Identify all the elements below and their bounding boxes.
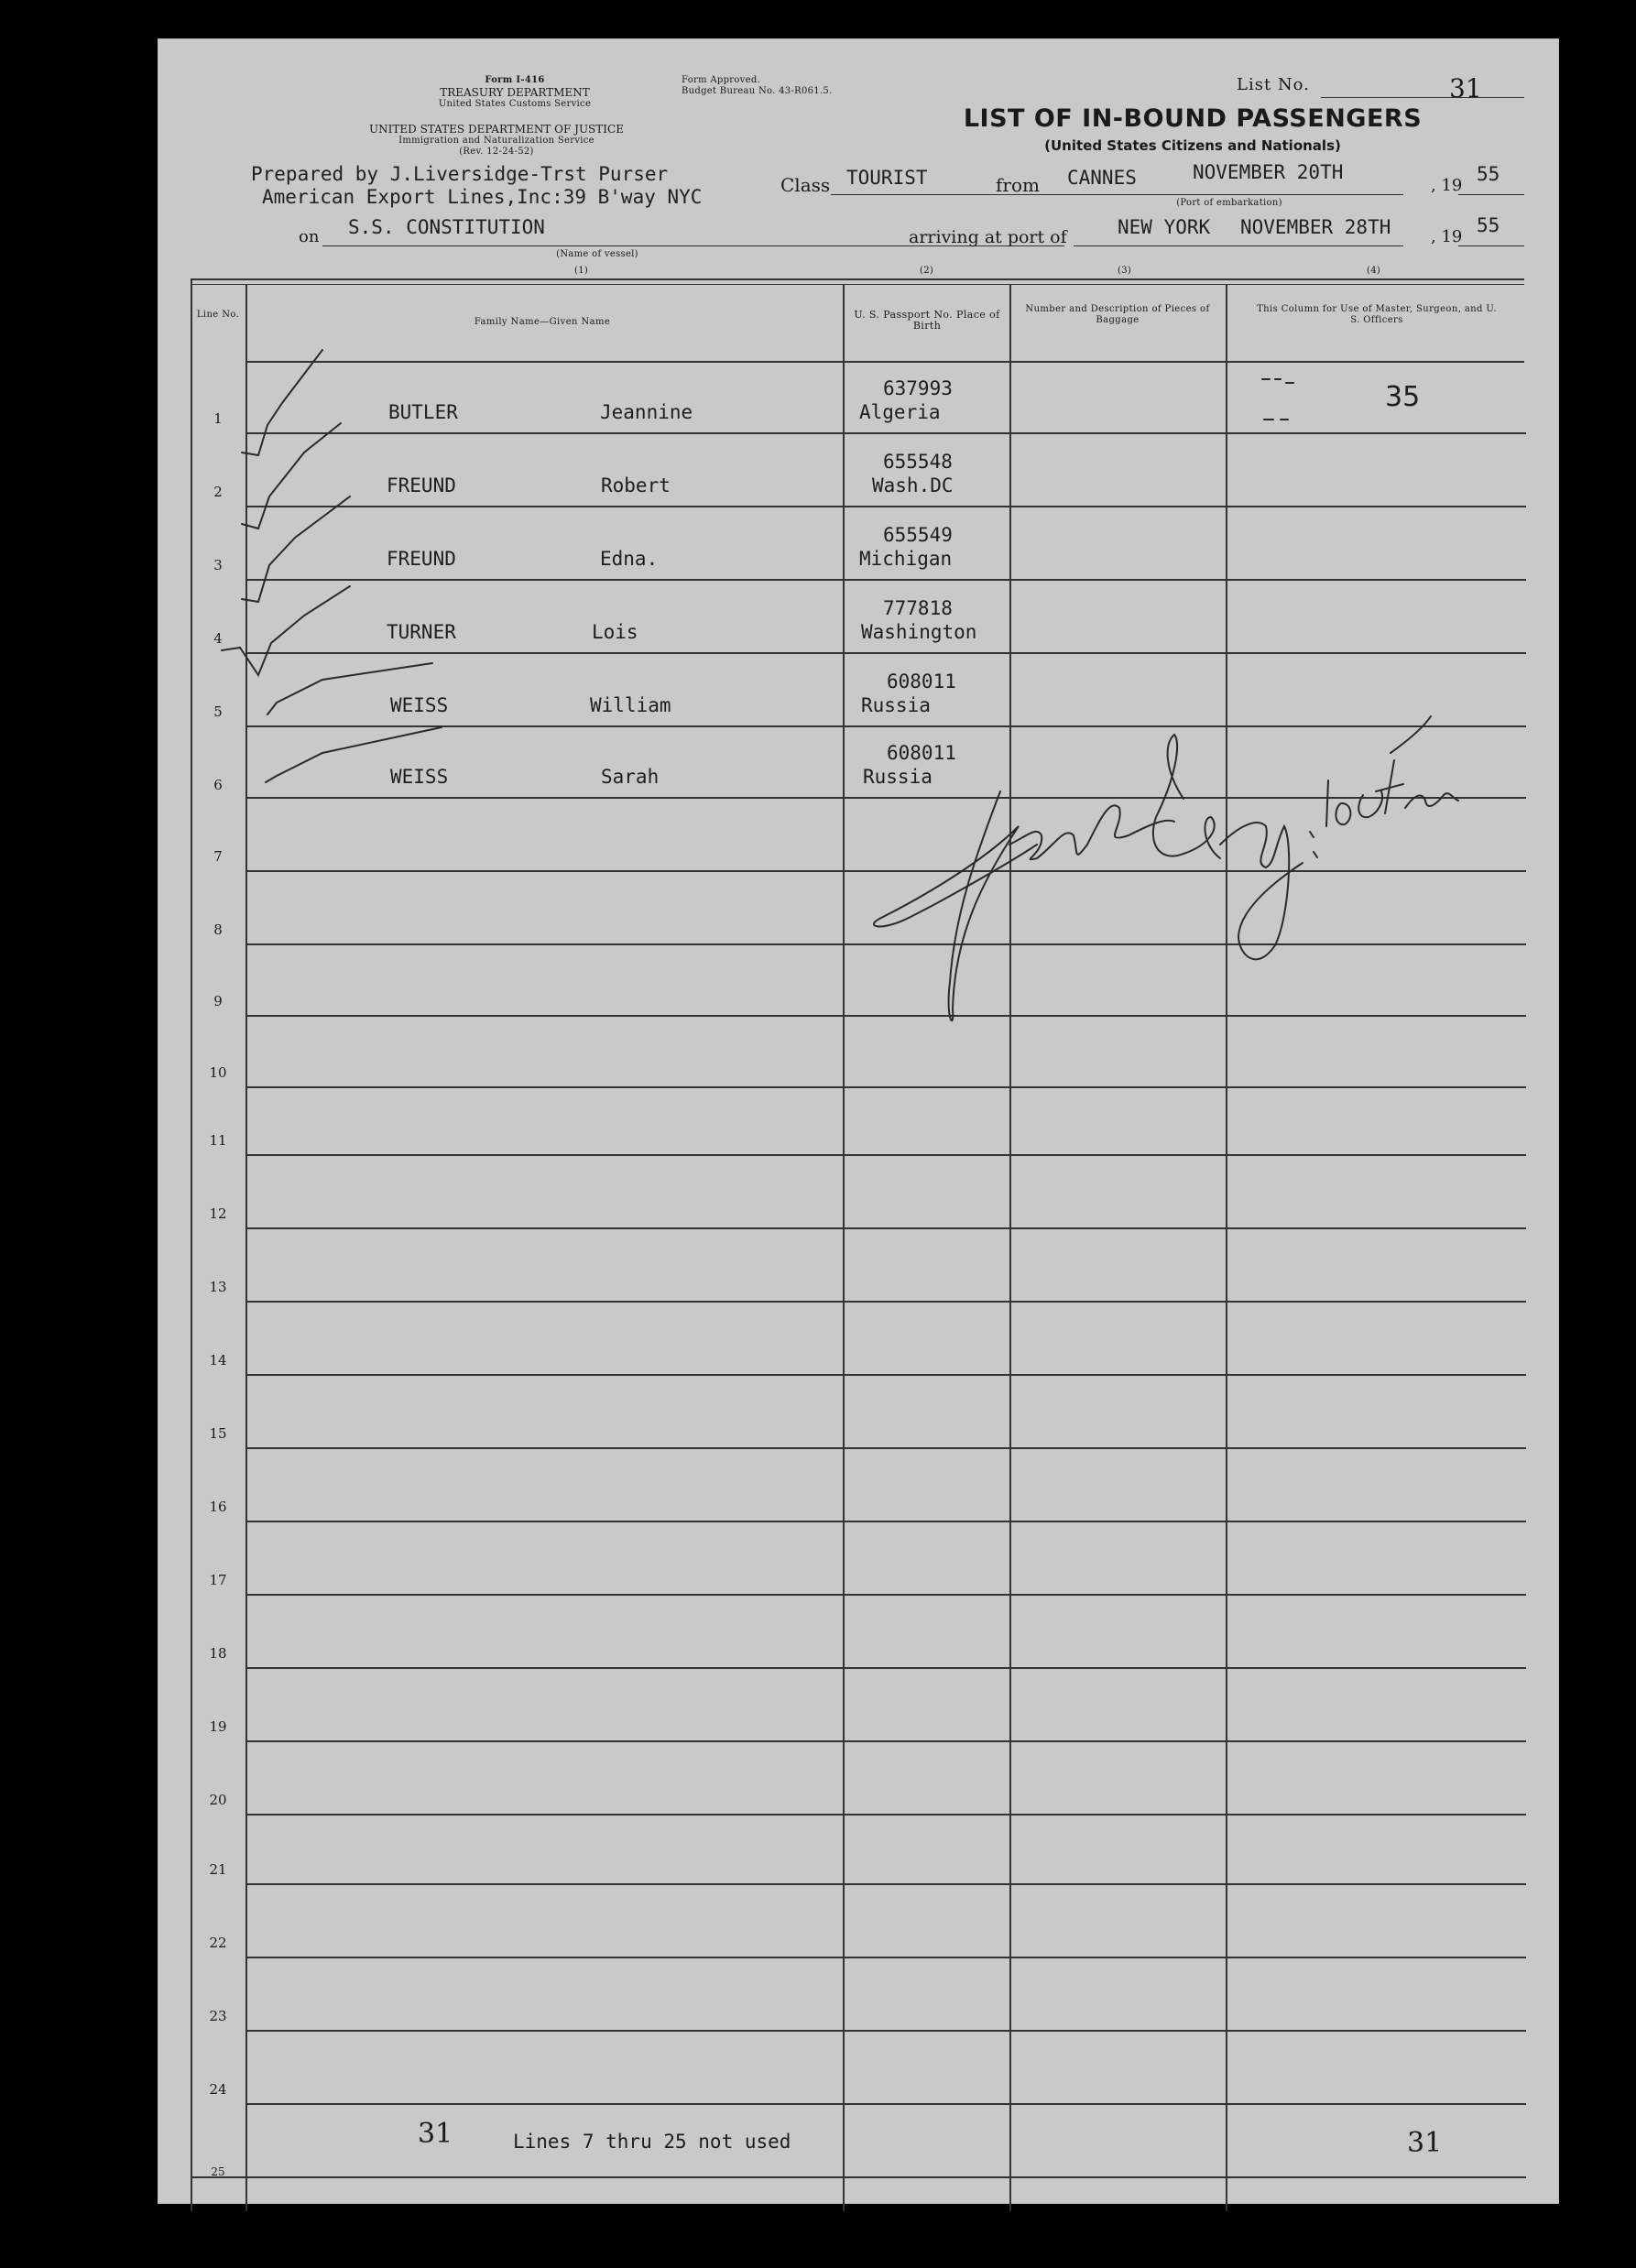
prepared-by-line-1: Prepared by J.Liversidge-Trst Purser xyxy=(251,163,669,185)
list-no-value: 31 xyxy=(1449,73,1482,104)
passenger-given-name: Lois xyxy=(592,621,638,643)
line-number: 2 xyxy=(213,484,223,500)
year-prefix-2: , 19 xyxy=(1431,227,1463,246)
passport-number: 637993 xyxy=(883,377,953,399)
check-mark xyxy=(242,496,350,602)
vessel-name: S.S. CONSTITUTION xyxy=(348,216,545,238)
line-number: 25 xyxy=(211,2165,225,2178)
header-officers: This Column for Use of Master, Surgeon, and U. S. Officers xyxy=(1257,304,1497,325)
line-number: 3 xyxy=(213,557,223,573)
class-label: Class xyxy=(780,174,831,196)
arrival-port: NEW YORK xyxy=(1118,216,1211,238)
arrival-year: 55 xyxy=(1477,214,1500,236)
line-number: 24 xyxy=(209,2081,227,2098)
list-no-label: List No. xyxy=(1237,75,1310,94)
line-number: 10 xyxy=(209,1064,227,1081)
line-number: 21 xyxy=(209,1861,227,1878)
embark-port: CANNES xyxy=(1067,167,1137,189)
class-value: TOURIST xyxy=(846,167,928,189)
header-baggage: Number and Description of Pieces of Baggage xyxy=(1025,304,1210,325)
year-prefix-1: , 19 xyxy=(1431,176,1463,195)
line-number: 6 xyxy=(213,777,223,793)
port-caption: (Port of embarkation) xyxy=(1176,198,1282,208)
signature xyxy=(1009,805,1174,859)
customs-label: United States Customs Service xyxy=(438,99,592,109)
line-number: 15 xyxy=(209,1425,227,1442)
check-mark xyxy=(222,586,350,675)
place-of-birth: Michigan xyxy=(859,548,953,570)
from-label: from xyxy=(996,174,1040,196)
signature xyxy=(1153,735,1220,858)
place-of-birth: Washington xyxy=(861,621,977,643)
passenger-family-name: FREUND xyxy=(387,548,456,570)
line-number: 16 xyxy=(209,1499,227,1515)
check-mark xyxy=(267,663,432,714)
signature xyxy=(874,791,1037,1020)
header-line-no: Line No. xyxy=(196,310,240,320)
total-right: 31 xyxy=(1407,2127,1443,2159)
page-title: LIST OF IN-BOUND PASSENGERS xyxy=(963,104,1423,133)
signature xyxy=(1405,793,1458,808)
line-number: 17 xyxy=(209,1572,227,1588)
column-number-4: (4) xyxy=(1367,266,1381,276)
line-number: 18 xyxy=(209,1645,227,1662)
line-number: 9 xyxy=(213,993,223,1009)
check-mark xyxy=(242,423,341,529)
justice-label: UNITED STATES DEPARTMENT OF JUSTICE xyxy=(369,123,624,136)
page-subtitle: (United States Citizens and Nationals) xyxy=(1044,137,1341,154)
passenger-given-name: Sarah xyxy=(601,766,660,788)
on-label: on xyxy=(299,227,320,246)
arriving-label: arriving at port of xyxy=(909,227,1067,247)
line-number: 14 xyxy=(209,1352,227,1368)
passenger-family-name: FREUND xyxy=(387,474,456,496)
arrival-date: NOVEMBER 28TH xyxy=(1240,216,1391,238)
passport-number: 608011 xyxy=(887,671,956,692)
line-number: 8 xyxy=(213,921,223,938)
passenger-family-name: BUTLER xyxy=(388,401,458,423)
passport-number: 608011 xyxy=(887,742,956,764)
signature xyxy=(1326,780,1350,826)
passenger-given-name: Robert xyxy=(601,474,671,496)
vessel-caption: (Name of vessel) xyxy=(556,249,638,259)
place-of-birth: Wash.DC xyxy=(872,474,954,496)
line-number: 19 xyxy=(209,1718,227,1735)
line-number: 13 xyxy=(209,1279,227,1295)
officer-note: 35 xyxy=(1385,381,1421,413)
budget-bureau: Budget Bureau No. 43-R061.5. xyxy=(682,86,833,96)
handwriting-layer xyxy=(158,38,1559,2204)
check-mark xyxy=(266,727,442,782)
signature xyxy=(1376,716,1431,813)
check-mark xyxy=(242,350,322,455)
passenger-given-name: Jeannine xyxy=(600,401,693,423)
line-number: 11 xyxy=(209,1132,227,1149)
passenger-family-name: WEISS xyxy=(390,766,449,788)
embark-date: NOVEMBER 20TH xyxy=(1193,161,1344,183)
header-passport: U. S. Passport No. Place of Birth xyxy=(854,309,1000,332)
line-number: 1 xyxy=(213,410,223,427)
column-number-2: (2) xyxy=(920,266,934,276)
form-number: Form I-416 xyxy=(485,75,545,85)
ins-label: Immigration and Naturalization Service xyxy=(398,136,594,146)
line-number: 4 xyxy=(213,630,223,647)
prepared-by-line-2: American Export Lines,Inc:39 B'way NYC xyxy=(262,186,703,208)
passenger-family-name: TURNER xyxy=(387,621,456,643)
place-of-birth: Russia xyxy=(861,694,931,716)
passenger-family-name: WEISS xyxy=(390,694,449,716)
line-number: 12 xyxy=(209,1205,227,1222)
line-number: 22 xyxy=(209,1935,227,1951)
place-of-birth: Russia xyxy=(863,766,933,788)
passenger-list-form xyxy=(158,38,1559,2204)
signature xyxy=(1310,832,1317,857)
embark-year: 55 xyxy=(1477,163,1500,185)
passport-number: 655549 xyxy=(883,524,953,546)
line-number: 20 xyxy=(209,1792,227,1808)
passenger-given-name: Edna. xyxy=(600,548,659,570)
place-of-birth: Algeria xyxy=(859,401,941,423)
line-number: 7 xyxy=(213,848,223,865)
treasury-label: TREASURY DEPARTMENT xyxy=(440,86,590,99)
signature xyxy=(1358,791,1382,817)
total-left: 31 xyxy=(418,2118,453,2150)
passenger-given-name: William xyxy=(590,694,671,716)
passport-number: 777818 xyxy=(883,597,953,619)
pencil-mark xyxy=(1262,379,1293,383)
lines-not-used-note: Lines 7 thru 25 not used xyxy=(513,2131,791,2153)
line-number: 5 xyxy=(213,703,223,720)
revision-label: (Rev. 12-24-52) xyxy=(459,147,534,157)
column-number-1: (1) xyxy=(574,266,589,276)
form-approved: Form Approved. xyxy=(682,75,761,85)
header-name: Family Name—Given Name xyxy=(474,317,611,327)
line-number: 23 xyxy=(209,2008,227,2024)
signature xyxy=(1220,823,1303,959)
passport-number: 655548 xyxy=(883,451,953,473)
column-number-3: (3) xyxy=(1118,266,1132,276)
